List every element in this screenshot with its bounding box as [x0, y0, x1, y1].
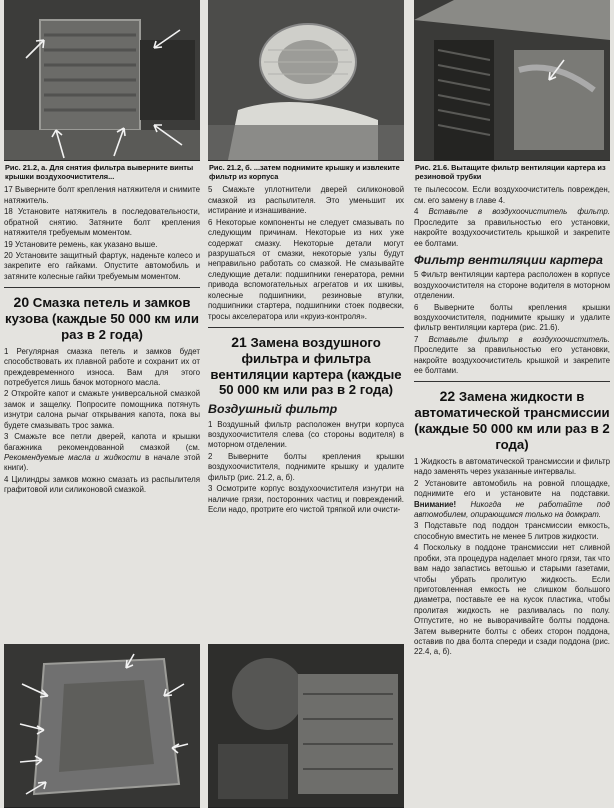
photo-transmission-underside	[208, 644, 404, 808]
column-right	[414, 0, 610, 659]
lubrication-step-6: 6 Некоторые компоненты не следует смазывать по следующим причинам. Некоторые из них уже содержат смазку. Некоторые детали могут разрушаться от смазки, некоторые узлы будут неправильно работать со смазкой. Не смазывайте следующие детали: подшипники генератора, ремни привода вспомогательных агрегатов и их шкивы, колесные подшипники, резиновые втулки, подшипники стартера, подшипники стоек подвески, тросы акселератора или «круиз-контроля».	[208, 217, 404, 321]
section-title: Замена жидкости в автоматической трансмиссии (каждые 50 000 км или раз в 2 года)	[414, 389, 610, 453]
step-text: 2 Установите автомобиль на ровной площадке, поднимите его и установите на подставки.	[414, 478, 610, 499]
section-divider	[208, 327, 404, 328]
air-filter-step-1: 1 Воздушный фильтр расположен внутри корпуса воздухоочистителя слева (со стороны водителя) в моторном отделении.	[208, 419, 404, 450]
step-emphasis: Вставьте фильтр в воздухоочиститель.	[428, 334, 610, 344]
cross-reference: Рекомендуемые масла и жидкости	[4, 453, 141, 463]
engine-photo-graphic	[4, 0, 200, 160]
section-number: 20	[13, 294, 30, 311]
step-text: 3 Смажьте все петли дверей, капота и крышки багажника рекомендованной смазкой (см.	[4, 432, 200, 452]
section-heading-22	[414, 388, 610, 452]
air-filter-step-4	[414, 207, 610, 249]
section-title: Замена воздушного фильтра и фильтра вентиляции картера (каждые 50 000 км или раз в 2 года)	[210, 334, 402, 398]
step-text: 7	[414, 334, 429, 344]
transmission-step-3: 3 Подставьте под поддон трансмиссии емкость, способную вместить не менее 5 литров жидкости.	[414, 521, 610, 541]
figure-caption-21-2a: Рис. 21.2, а. Для снятия фильтра выверните винты крышки воздухоочистителя...	[5, 163, 194, 181]
lubrication-step-4: 4 Цилиндры замков можно смазать из распылителя графитовой или силиконовой смазкой.	[4, 474, 200, 495]
photo-transmission-pan	[4, 644, 200, 808]
warning-text: Никогда не работайте под автомобилем, опирающимся только на домкрат.	[414, 499, 610, 519]
section-heading-21	[208, 334, 404, 398]
section-title: Смазка петель и замков кузова (каждые 50 000 км или раз в 2 года)	[5, 295, 199, 342]
pcv-filter-step-5: 5 Фильтр вентиляции картера расположен в корпусе воздухоочистителя на стороне водителя в моторном отделении.	[414, 270, 610, 301]
column-left	[4, 0, 200, 497]
figure-caption-21-6: Рис. 21.6. Вытащите фильтр вентиляции картера из резиновой трубки	[415, 163, 606, 181]
lubrication-step-5: 5 Смажьте уплотнители дверей силиконовой смазкой из распылителя. Это уменьшит их истирание и изнашивание.	[208, 185, 404, 216]
photo-air-filter-removal	[208, 0, 404, 161]
section-divider	[4, 287, 200, 288]
air-filter-photo-graphic	[208, 0, 404, 160]
air-filter-step-2: 2 Выверните болты крепления крышки воздухоочистителя, поднимите крышку и удалите фильтр (рис. 21.2, а, б).	[208, 451, 404, 482]
photo-air-cleaner-screws	[4, 0, 200, 161]
step-emphasis: Вставьте в воздухоочиститель фильтр.	[428, 207, 610, 217]
air-filter-step-3-continued: те пылесосом. Если воздухоочиститель поврежден, см. его замену в главе 4.	[414, 185, 610, 205]
pcv-filter-photo-graphic	[414, 0, 610, 160]
transmission-step-4: 4 Поскольку в поддоне трансмиссии нет сливной пробки, эта процедура наделает много грязи, так что вам надо запастись ветошью и старыми газетами, чтобы убрать пролитую жидкость. Если приготовленная емкость не слишком большого диаметра, поставьте ее на кусок пластика, чтобы пролитая жидкость не разливалась по полу. Отпустите, но не выворачивайте болты поддона. Затем выверните болты с обеих сторон поддона, оставив по два болта спереди и сзади поддона (рис. 22.4, а, б).	[414, 543, 610, 657]
figure-caption-21-2b: Рис. 21.2, б. ...затем поднимите крышку и извлеките фильтр из корпуса	[209, 163, 400, 181]
underside-photo-graphic	[208, 644, 404, 807]
step-text: Проследите за правильностью его установки, накройте воздухоочиститель крышкой и закрепите ее болтами.	[414, 217, 610, 248]
transmission-step-1: 1 Жидкость в автоматической трансмиссии и фильтр надо заменять через указанные интервалы.	[414, 456, 610, 477]
section-heading-20	[4, 294, 200, 343]
paragraph-17: 17 Выверните болт крепления натяжителя и снимите натяжитель.	[4, 185, 200, 205]
step-text: в начале этой книги).	[4, 453, 200, 473]
subheading-air-filter: Воздушный фильтр	[208, 402, 338, 417]
lubrication-step-3	[4, 432, 200, 474]
paragraph-20: 20 Установите защитный фартук, наденьте колесо и закрепите его гайками. Опустите автомобиль и затяните колесные гайки требуемым моментом.	[4, 251, 200, 281]
lubrication-step-1: 1 Регулярная смазка петель и замков будет способствовать их плавной работе и сохранит их от преждевременного износа. Вам для этого потребуется лишь бачок моторного масла.	[4, 346, 200, 388]
transmission-photo-graphic	[4, 644, 200, 807]
section-divider	[414, 381, 610, 382]
section-number: 21	[231, 333, 247, 350]
column-middle	[208, 0, 404, 516]
pcv-filter-step-6: 6 Выверните болты крепления крышки воздухоочистителя, поднимите крышку и удалите фильтр вентиляции картера (рис. 21.6).	[414, 302, 610, 333]
subheading-pcv-filter: Фильтр вентиляции картера	[414, 253, 603, 267]
warning-label: Внимание!	[414, 499, 457, 509]
step-text: 4	[414, 207, 429, 217]
pcv-filter-step-7	[414, 335, 610, 377]
section-number: 22	[439, 388, 456, 405]
air-filter-step-3: 3 Осмотрите корпус воздухоочистителя изнутри на наличие грязи, посторонних частиц и повреждений. Если надо, протрите его чистой тряпкой или очисти-	[208, 484, 404, 514]
paragraph-18: 18 Установите натяжитель в последовательности, обратной снятию. Затяните болт крепления натяжителя требуемым моментом.	[4, 207, 200, 238]
paragraph-19: 19 Установите ремень, как указано выше.	[4, 239, 158, 249]
photo-pcv-filter	[414, 0, 610, 161]
transmission-step-2	[414, 479, 610, 521]
step-text: Проследите за правильностью его установки, накройте воздухоочиститель крышкой и закрепите ее болтами.	[414, 345, 610, 376]
lubrication-step-2: 2 Откройте капот и смажьте универсальной смазкой замок и защелку. Попросите помощника потянуть изнутри салона рычаг открывания капота, пока вы будете смазывать трос замка.	[4, 389, 200, 430]
